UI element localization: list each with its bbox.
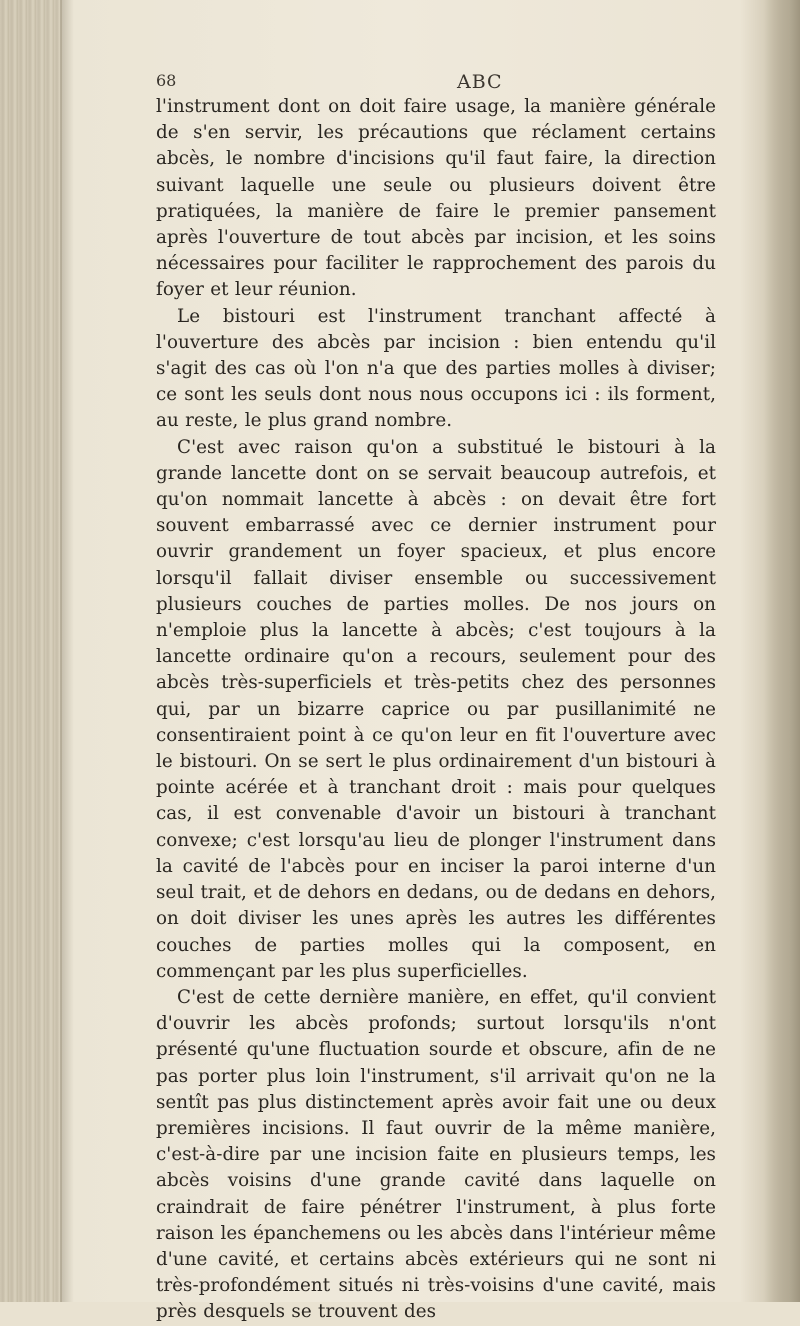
page-number: 68 [156,71,177,90]
paragraph: C'est avec raison qu'on a substitué le bistouri à la grande lancette dont on se servait beaucoup autrefois, et qu'on nommait lancette à abcès : on devait être fort souvent embarrassé avec ce dernier instrument pour ouvrir grandement un foyer spacieux, et plus encore lorsqu'il fallait diviser ensemble ou successivement plusieurs couches de parties molles. De nos jours on n'emploie plus la lancette à abcès; c'est toujours à la lancette ordinaire qu'on a recours, seulement pour des abcès très-superficiels et très-petits chez des personnes qui, par un bizarre caprice ou par pusillanimité ne consentiraient point à ce qu'on leur en fit l'ouverture avec le bistouri. On se sert le plus ordinairement d'un bistouri à pointe acérée et à tranchant droit : mais pour quelques cas, il est convenable d'avoir un bistouri à tranchant convexe; c'est lorsqu'au lieu de plonger l'instrument dans la cavité de l'abcès pour en inciser la paroi interne d'un seul trait, et de dehors en dedans, ou de dedans en dehors, on doit diviser les unes après les autres les différentes couches de parties molles qui la composent, en commençant par les plus superficielles. [156,436,716,982]
running-title: ABC [457,71,503,93]
gutter-shadow [60,0,74,1302]
body-text [156,94,716,1326]
page-edge-shadow [764,0,800,1302]
paragraph: Le bistouri est l'instrument tranchant affecté à l'ouverture des abcès par incision : bien entendu qu'il s'agit des cas où l'on n'a que des parties molles à diviser; ce sont les seuls dont nous nous occupons ici : ils forment, au reste, le plus grand nombre. [156,305,716,432]
book-spine-shadow [0,0,62,1302]
paragraph-continued: l'instrument dont on doit faire usage, la manière générale de s'en servir, les précautions que réclament certains abcès, le nombre d'incisions qu'il faut faire, la direction suivant laquelle une seule ou plusieurs doivent être pratiquées, la manière de faire le premier pansement après l'ouverture de tout abcès par incision, et les soins nécessaires pour faciliter le rapprochement des parois du foyer et leur réunion. [156,96,716,301]
paragraph: C'est de cette dernière manière, en effet, qu'il convient d'ouvrir les abcès profonds; surtout lorsqu'ils n'ont présenté qu'une fluctuation sourde et obscure, afin de ne pas porter plus loin l'instrument, s'il arrivait qu'on ne la sentît pas plus distinctement après avoir fait une ou deux premières incisions. Il faut ouvrir de la même manière, c'est-à-dire par une incision faite en plusieurs temps, les abcès voisins d'une grande cavité dans laquelle on craindrait de faire pénétrer l'instrument, à plus forte raison les épanchemens ou les abcès dans l'intérieur même d'une cavité, et certains abcès extérieurs qui ne sont ni très-profondément situés ni très-voisins d'une cavité, mais près desquels se trouvent des [156,986,716,1323]
